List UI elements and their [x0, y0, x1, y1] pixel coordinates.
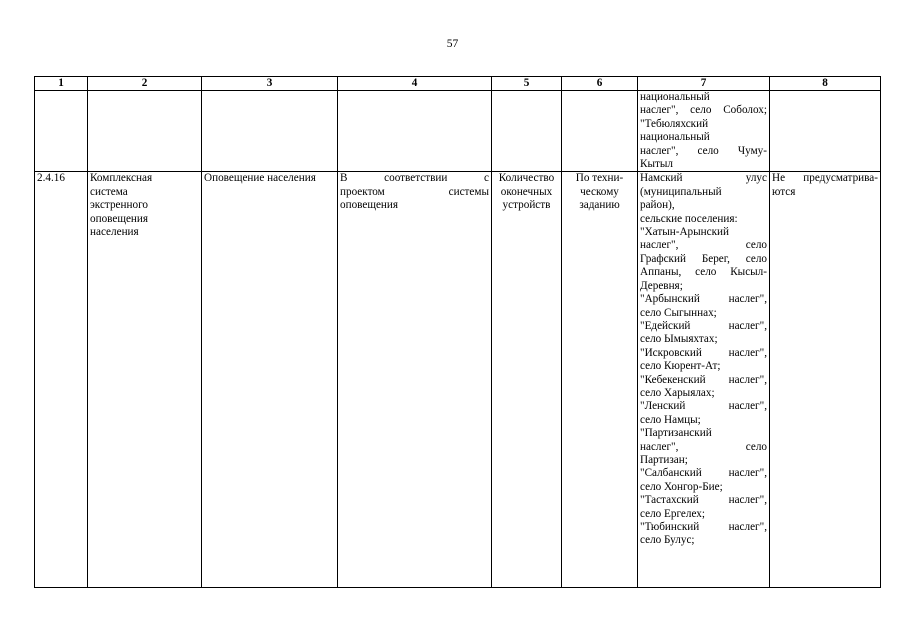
- location-line: "Тюбинский наслег",: [640, 521, 767, 533]
- cont-cell-8: [770, 91, 881, 172]
- system-name-line: населения: [90, 226, 139, 239]
- column-header-2: 2: [88, 77, 202, 91]
- location-line: (муниципальный: [640, 185, 722, 198]
- location-line: село Кюрент-Ат;: [640, 360, 721, 373]
- notes-line: Не предусматрива-: [772, 172, 878, 185]
- column-header-4: 4: [338, 77, 492, 91]
- system-name-line: экстренного: [90, 199, 148, 212]
- location-line: село Харыялах;: [640, 386, 715, 399]
- cont-cell-1: [35, 91, 88, 172]
- value-line: По техни-: [575, 172, 624, 185]
- location-line: "Тастахский наслег",: [640, 494, 767, 507]
- location-line: "Едейский наслег",: [640, 319, 767, 332]
- cont-cell-4: [338, 91, 492, 172]
- basis-line: оповещения: [340, 199, 399, 212]
- location-line: сельские поселения:: [640, 212, 738, 225]
- indicator-line: оконечных: [500, 185, 553, 198]
- cont-location-cell: [638, 91, 770, 172]
- value-line: ческому: [580, 185, 619, 198]
- location-line: Партизан;: [640, 453, 688, 466]
- location-line: район),: [640, 199, 675, 212]
- location-line: Графский Берег, село: [640, 252, 767, 265]
- indicator-line: Количество: [498, 172, 555, 185]
- column-header-3: 3: [202, 77, 338, 91]
- system-name-line: оповещения: [90, 212, 149, 225]
- document-table: [34, 76, 881, 588]
- cont-cell-6: [562, 91, 638, 172]
- system-name-cell: [88, 172, 202, 588]
- location-line: наслег", село: [640, 239, 767, 252]
- notes-cell: [770, 172, 881, 588]
- location-line: село Булус;: [640, 534, 695, 547]
- cont-location-line: "Тебюляхский: [640, 117, 709, 130]
- cont-cell-2: [88, 91, 202, 172]
- indicator-cell: [492, 172, 562, 588]
- location-line: Намский улус: [640, 172, 767, 185]
- location-cell: [638, 172, 770, 588]
- cont-cell-5: [492, 91, 562, 172]
- column-header-7: 7: [638, 77, 770, 91]
- continuation-row: [35, 91, 881, 172]
- basis-line: В соответствии с: [340, 172, 489, 185]
- basis-cell: [338, 172, 492, 588]
- location-line: село Хонгор-Бие;: [640, 480, 723, 493]
- column-header-1: 1: [35, 77, 88, 91]
- value-line: заданию: [579, 199, 620, 212]
- purpose-cell: Оповещение населения: [202, 172, 338, 588]
- table-row: [35, 172, 881, 588]
- location-line: "Партизанский: [640, 427, 712, 440]
- page-number: 57: [446, 38, 459, 50]
- cont-location-line: национальный: [640, 91, 710, 103]
- indicator-line: устройств: [502, 199, 551, 212]
- location-line: "Кебекенский наслег",: [640, 373, 767, 386]
- cont-location-line: наслег", село Соболох;: [640, 104, 767, 117]
- location-line: "Искровский наслег",: [640, 346, 767, 359]
- location-line: Деревня;: [640, 279, 683, 292]
- location-line: "Арбынский наслег",: [640, 293, 767, 306]
- value-cell: [562, 172, 638, 588]
- row-number: 2.4.16: [35, 172, 88, 588]
- column-header-8: 8: [770, 77, 881, 91]
- system-name-line: система: [90, 185, 128, 198]
- location-line: "Салбанский наслег",: [640, 467, 767, 480]
- location-line: Аппаны, село Кысыл-: [640, 266, 767, 279]
- cont-location-line: Кытыл: [640, 158, 673, 171]
- location-line: наслег", село: [640, 440, 767, 453]
- location-line: село Намцы;: [640, 413, 701, 426]
- location-line: "Хатын-Арынский: [640, 226, 729, 239]
- cont-cell-3: [202, 91, 338, 172]
- column-header-5: 5: [492, 77, 562, 91]
- location-line: село Ергелех;: [640, 507, 705, 520]
- location-line: "Ленский наслег",: [640, 400, 767, 413]
- system-name-line: Комплексная: [90, 172, 153, 185]
- column-header-6: 6: [562, 77, 638, 91]
- cont-location-line: наслег", село Чуму-: [640, 144, 767, 157]
- location-line: село Сыгыннах;: [640, 306, 717, 319]
- notes-line: ются: [772, 185, 796, 198]
- location-line: село Ымыяхтах;: [640, 333, 718, 346]
- basis-line: проектом системы: [340, 185, 489, 198]
- header-row: [35, 77, 881, 91]
- cont-location-line: национальный: [640, 131, 710, 144]
